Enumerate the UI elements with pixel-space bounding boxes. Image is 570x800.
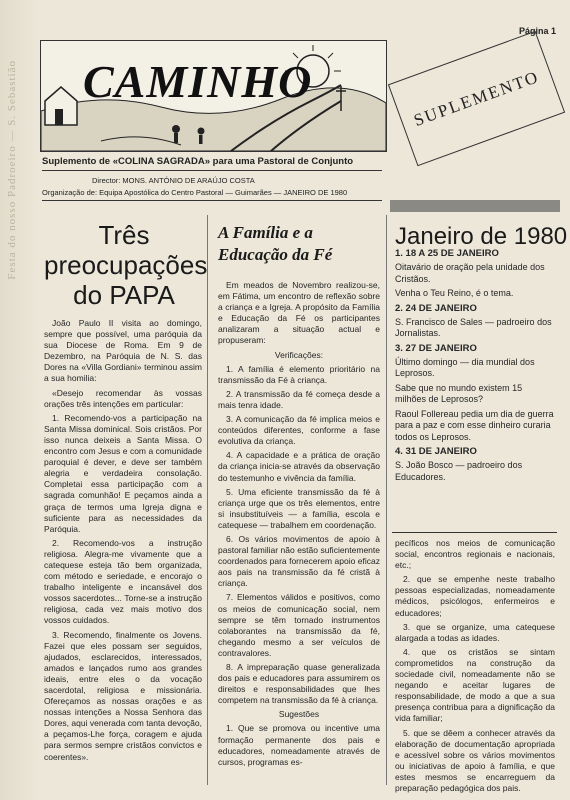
- numbered-item: 4. A capacidade e a prática de oração da criança inicia-se através da observação do testemunho e vivência da família.: [218, 450, 380, 483]
- numbered-item: 1. Que se promova ou incentive uma formação permanente dos pais e educadores, nomeadamente através de cursos, programas es-: [218, 723, 380, 767]
- numbered-item: 5. que se dêem a conhecer através da elaboração de documentação apropriada e acessível sobre os vários movimentos ou iniciativas de apoio à família, e que estes mesmos se encarreguem da preparação pedagógica dos pais.: [395, 727, 555, 793]
- paragraph: 2. Recomendo-vos a instrução religiosa. Alegra-me vivamente que a catequese esteja tão bem organizada, com método e seriedade, e encorajo o trabalho inteligente e incansável dos vossos sacerdotes... Torne-se a instrução religiosa, cada vez mais motivo dos vossos cuidados.: [44, 537, 202, 626]
- numbered-item: 1. A família é elemento prioritário na transmissão da Fé à criança.: [218, 363, 380, 385]
- pope-heading: Três preocupações do PAPA: [44, 220, 208, 310]
- calendar-text: Raoul Follereau pedia um dia de guerra para a paz e com esse dinheiro curaria todos os Leprosos.: [395, 408, 554, 442]
- january-calendar: [395, 248, 555, 486]
- january-heading: Janeiro de 1980: [395, 223, 568, 250]
- numbered-item: pecíficos nos meios de comunicação social, encontros regionais e nacionais, etc.;: [395, 538, 555, 571]
- calendar-text: Sabe que no mundo existem 15 milhões de Leprosos?: [395, 382, 523, 405]
- numbered-item: 3. A comunicação da fé implica meios e conteúdos diferentes, conforme a fase evolutiva da criança.: [218, 414, 380, 447]
- column-divider: [386, 215, 387, 785]
- calendar-text: Oitavário de oração pela unidade dos Cristãos.: [395, 262, 545, 284]
- calendar-text: Último domingo — dia mundial dos Leprosos.: [395, 356, 535, 379]
- paragraph: Em meados de Novembro realizou-se, em Fátima, um encontro de reflexão sobre a criança e a Igreja. A propósito da Família e Educação da Fé os participantes analizaram a situação actual e propuseram:: [218, 280, 380, 346]
- family-article-continued: [395, 538, 555, 797]
- director-line: Director: MONS. ANTÓNIO DE ARAÚJO COSTA: [92, 176, 255, 185]
- numbered-item: 7. Elementos válidos e positivos, como os meios de comunicação social, nem sempre se têm tornado instrumentos colaborantes na transmissão da fé, chegando mesmo a ser veículos de contravalores.: [218, 592, 380, 658]
- calendar-date: 4. 31 DE JANEIRO: [395, 446, 477, 458]
- calendar-text: S. Francisco de Sales — padroeiro dos Jornalistas.: [395, 316, 552, 339]
- section-title: Sugestões: [278, 709, 320, 720]
- column-divider: [207, 215, 208, 785]
- paragraph: João Paulo II visita ao domingo, sempre que possível, uma paróquia da sua Diocese de Roma. Em 9 de Dezembro, na Paróquia de N. S. das Dores na «Villa Gordiani» terminou assim a sua homilia:: [44, 318, 202, 384]
- masthead-subtitle: Suplemento de «COLINA SAGRADA» para uma Pastoral de Conjunto: [42, 156, 354, 167]
- numbered-item: 8. A impreparação quase generalizada dos pais e educadores para assumirem os direitos e responsabilidades que lhes competem na transmissão da fé à criança.: [218, 662, 380, 706]
- rule: [42, 200, 382, 201]
- numbered-item: 2. A transmissão da fé começa desde a mais tenra idade.: [218, 388, 380, 410]
- family-heading: A Família e a Educação da Fé: [218, 223, 333, 264]
- calendar-text: S. João Bosco — padroeiro dos Educadores.: [395, 460, 523, 482]
- page-number: Página 1: [518, 26, 556, 36]
- pope-article: [44, 318, 202, 766]
- numbered-item: 4. que os cristãos se sintam comprometidos na construção da sociedade civil, nomeadamente não se negando e aceitar lugares de responsabilidade, de modo a que a sua presença contribua para a dignificação da vida familiar;: [395, 646, 555, 724]
- numbered-item: 2. que se empenhe neste trabalho pessoas especializadas, nomeadamente médicos, psicólogos, enfermeiros e educadores;: [395, 574, 555, 618]
- calendar-date: 1. 18 A 25 DE JANEIRO: [395, 248, 499, 259]
- masthead-title: CAMINHO: [83, 56, 313, 107]
- masthead-illustration: [40, 40, 387, 152]
- bleed-text: Festa do nosso Padroeiro — S. Sebastião: [6, 60, 18, 280]
- numbered-item: 5. Uma eficiente transmissão da fé à criança urge que os três elementos, entre si insubstituíveis — a família, escola e catequese — trabalhem em coordenação.: [218, 486, 380, 530]
- bleed-through-margin: [0, 0, 40, 800]
- calendar-date: 2. 24 DE JANEIRO: [395, 302, 477, 314]
- paragraph: 3. Recomendo, finalmente os Jovens. Fazei que eles possam ser seguidos, ajudados, esclarecidos, interessados, amados e lançados rumo aos grandes ideais, entre eles o da vocação sacerdotal, religiosa e missionária. Ofereçamos as nossas orações e as nossas intenções a Nossa Senhora das Dores, aqui venerada com tanta devoção, a peçamos-Lhe força, coragem e ajuda para sermos sempre cristãos convictos e coerentes».: [44, 629, 202, 762]
- organization-line: Organização de: Equipa Apostólica do Centro Pastoral — Guimarães — JANEIRO DE 1980: [42, 188, 348, 197]
- rule: [392, 532, 557, 533]
- calendar-date: 3. 27 DE JANEIRO: [395, 342, 477, 354]
- paragraph: «Desejo recomendar às vossas orações três intenções em particular:: [44, 387, 202, 409]
- bleed-header-band: [390, 200, 560, 212]
- family-article: [218, 280, 380, 771]
- suplemento-stamp: SUPLEMENTO: [388, 31, 565, 166]
- calendar-text: Venha o Teu Reino, é o tema.: [395, 288, 514, 299]
- section-title: Verificações:: [274, 349, 324, 360]
- paragraph: 1. Recomendo-vos a participação na Santa Missa dominical. Sois cristãos. Por isso nunca deixeis a Santa Missa. O encontro com Jesus e com a comunidade paroquial é dever, e deve ser também alegria e verdadeira consolação. Completai essa participação com a sagrada comunhão! E peçamos ainda a graça de termos uma Igreja digna e suficiente para as necessidades da Paróquia.: [44, 412, 202, 534]
- numbered-item: 3. que se organize, uma catequese alargada a todas as idades.: [395, 621, 555, 643]
- rule: [42, 170, 382, 171]
- numbered-item: 6. Os vários movimentos de apoio à pastoral familiar não estão suficientemente coordenados para fornecerem apoio eficaz aos pais na transmissão da fé cristã à criança.: [218, 533, 380, 589]
